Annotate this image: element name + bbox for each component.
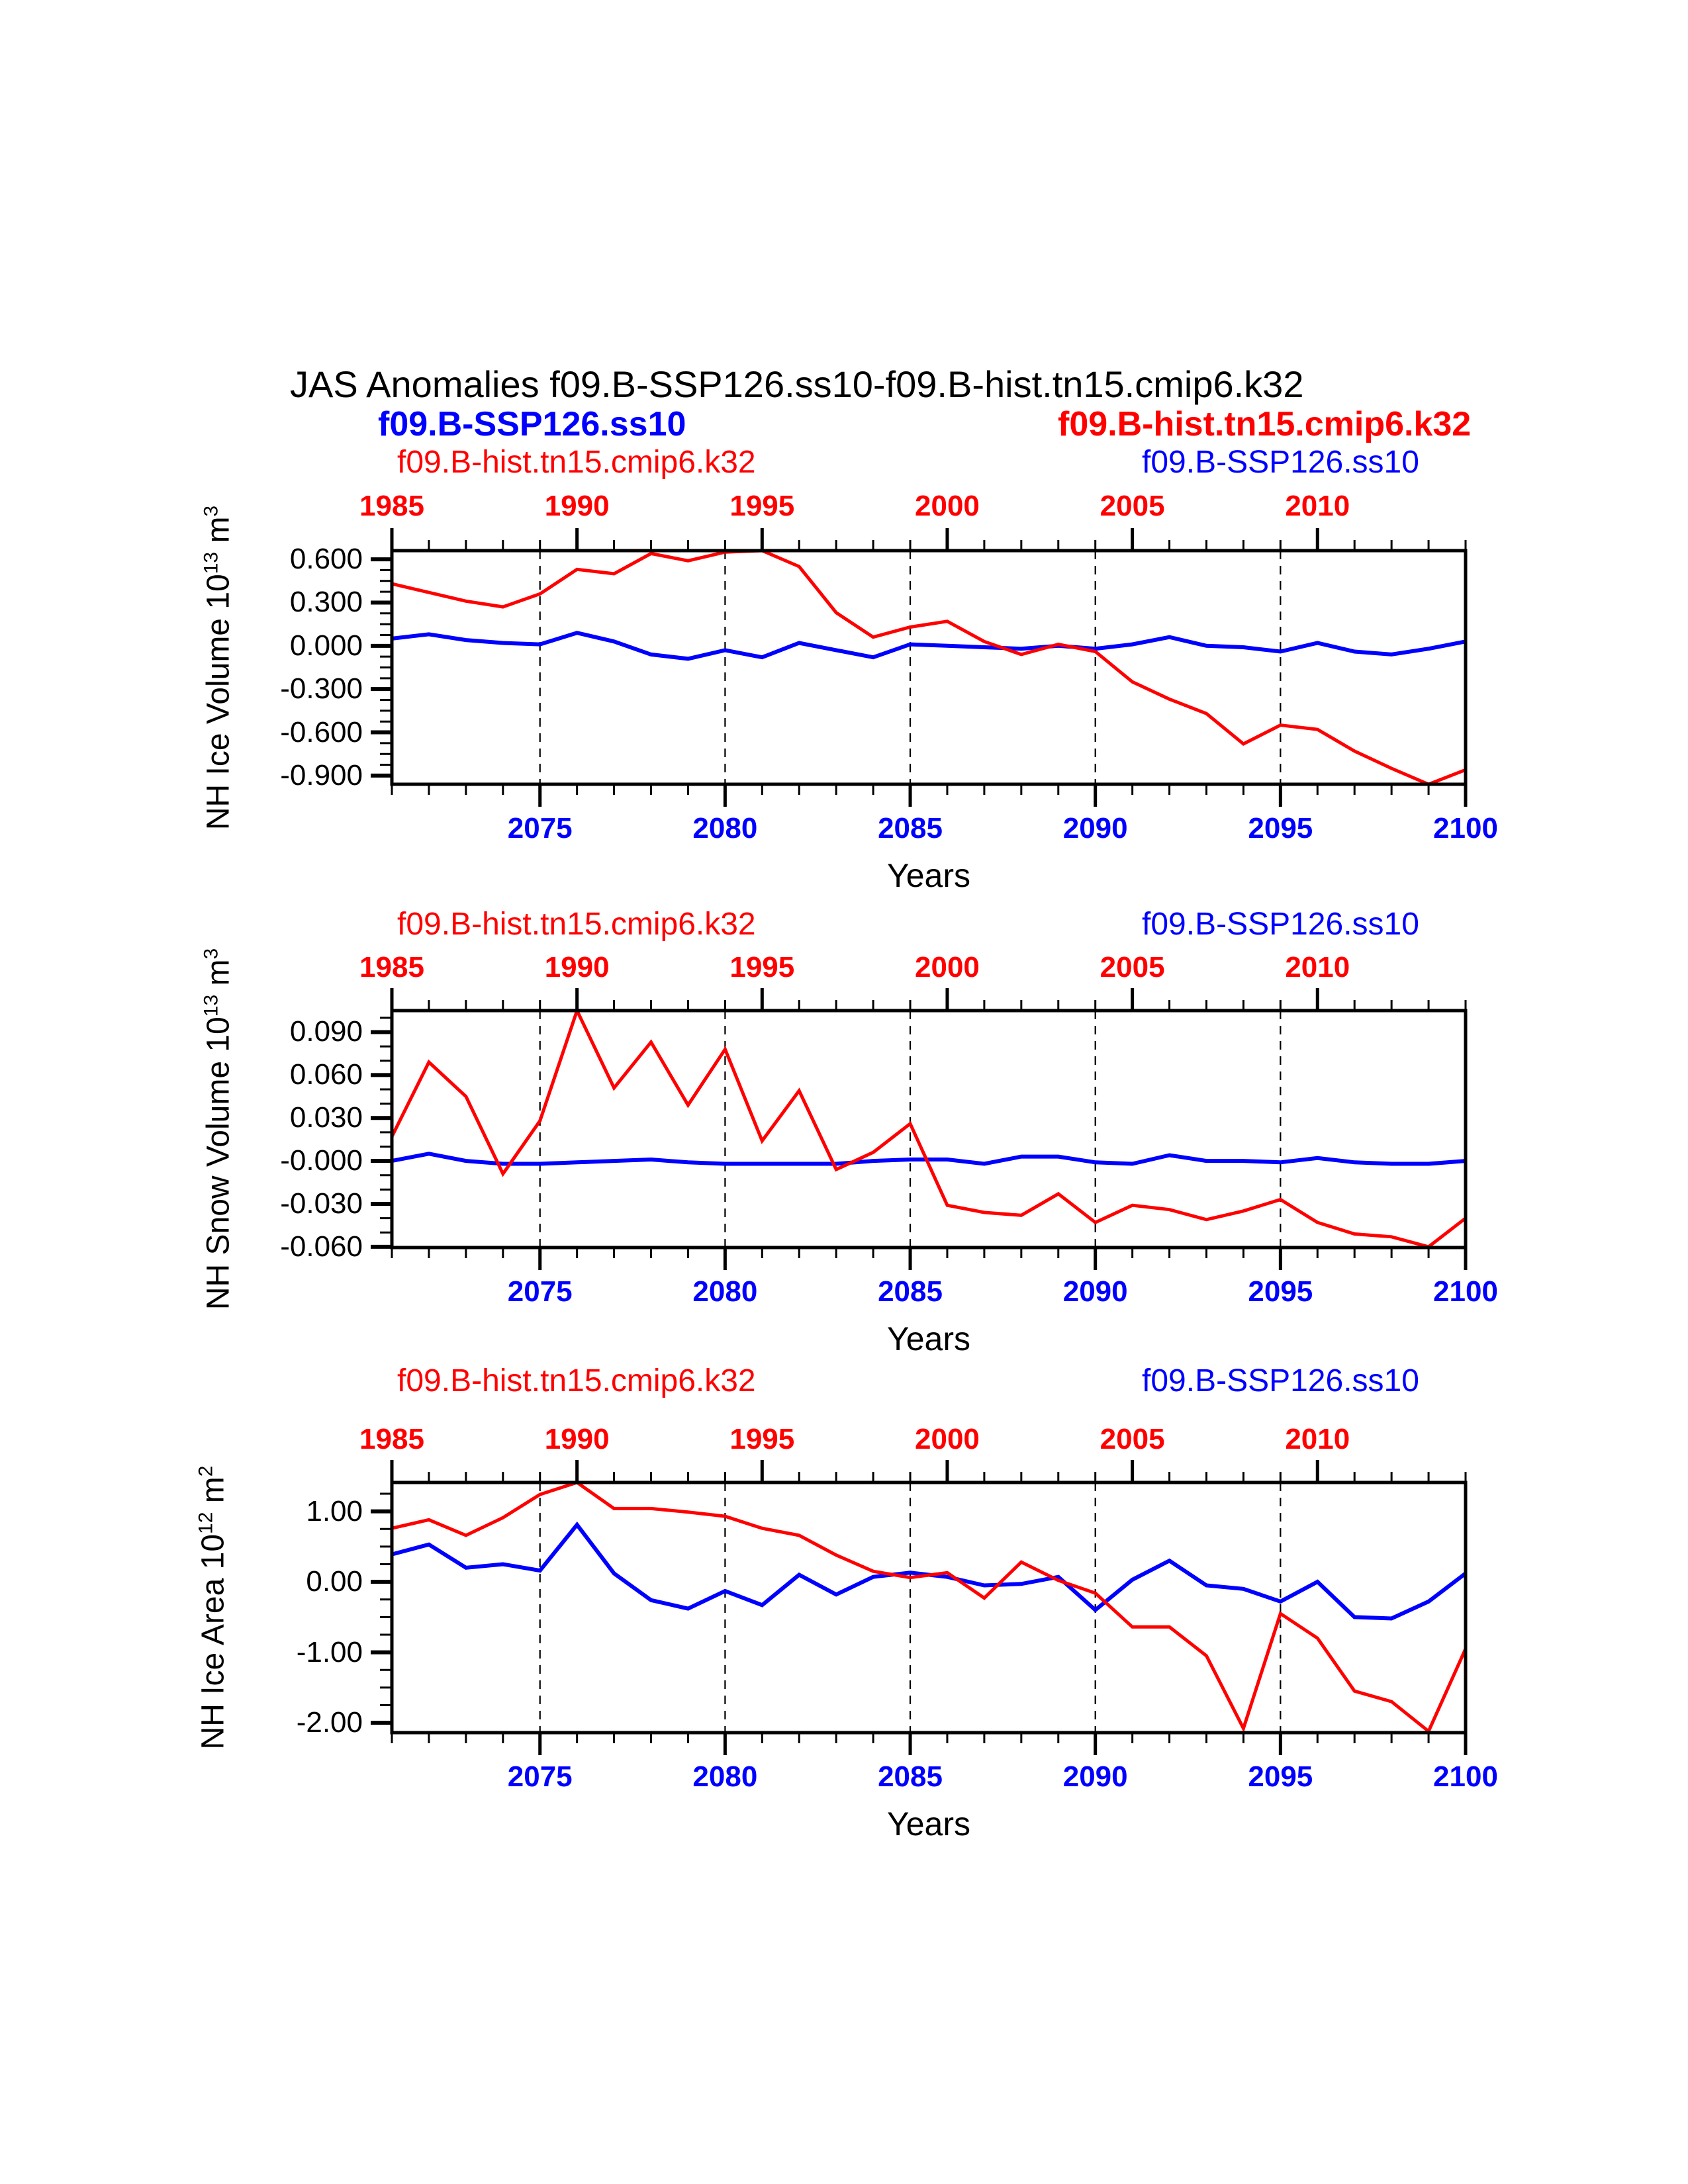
- legend-hist: f09.B-hist.tn15.cmip6.k32: [397, 907, 756, 942]
- top-axis-year-label: 2000: [915, 1423, 980, 1455]
- x-axis-title: Years: [886, 1805, 971, 1843]
- figure-title: JAS Anomalies f09.B-SSP126.ss10-f09.B-hist.tn15.cmip6.k32: [290, 363, 1304, 405]
- y-tick-label: -0.000: [280, 1144, 363, 1177]
- top-axis-year-label: 1990: [544, 490, 610, 522]
- legend-ssp126: f09.B-SSP126.ss10: [1142, 445, 1419, 480]
- bottom-axis-year-label: 2085: [878, 1275, 943, 1308]
- y-tick-label: 0.00: [306, 1565, 363, 1598]
- legend-hist: f09.B-hist.tn15.cmip6.k32: [397, 445, 756, 480]
- y-tick-label: 0.060: [289, 1058, 363, 1091]
- top-axis-year-label: 2005: [1100, 490, 1165, 522]
- top-axis-year-label: 1995: [729, 1423, 795, 1455]
- y-axis-title: NH Ice Area $10^{12}$ $m^2$: [195, 1465, 231, 1750]
- x-axis-title: Years: [886, 1320, 971, 1357]
- top-axis-year-label: 1990: [544, 951, 610, 983]
- bottom-axis-year-label: 2085: [878, 1760, 943, 1793]
- y-tick-label: -2.00: [296, 1706, 363, 1739]
- top-axis-year-label: 2010: [1285, 1423, 1350, 1455]
- top-axis-year-label: 2005: [1100, 951, 1165, 983]
- bottom-axis-year-label: 2095: [1248, 1760, 1313, 1793]
- top-axis-year-label: 2010: [1285, 951, 1350, 983]
- legend-ssp126: f09.B-SSP126.ss10: [1142, 907, 1419, 942]
- y-axis-title: NH Ice Volume $10^{13}$ $m^3$: [200, 505, 236, 830]
- y-tick-label: -0.030: [280, 1187, 363, 1220]
- bottom-axis-year-label: 2095: [1248, 1275, 1313, 1308]
- bottom-axis-year-label: 2090: [1062, 812, 1128, 844]
- x-axis-title: Years: [886, 857, 971, 894]
- top-axis-year-label: 2005: [1100, 1423, 1165, 1455]
- legend-ssp126: f09.B-SSP126.ss10: [1142, 1363, 1419, 1398]
- top-axis-year-label: 1995: [729, 951, 795, 983]
- top-axis-year-label: 1985: [359, 951, 424, 983]
- bottom-axis-year-label: 2080: [692, 1275, 758, 1308]
- y-axis-title: NH Snow Volume $10^{13}$ $m^3$: [200, 948, 236, 1310]
- ssp126-line: [392, 1525, 1466, 1619]
- bottom-axis-year-label: 2100: [1433, 1760, 1498, 1793]
- plot-frame: [392, 1011, 1466, 1248]
- legend-hist-bold: f09.B-hist.tn15.cmip6.k32: [1058, 405, 1472, 443]
- top-axis-year-label: 1995: [729, 490, 795, 522]
- ice-area-plot: [371, 1460, 1466, 1755]
- plot-frame: [392, 1482, 1466, 1733]
- y-tick-label: 0.600: [289, 543, 363, 576]
- y-tick-label: 1.00: [306, 1494, 363, 1527]
- hist-line: [392, 551, 1466, 784]
- bottom-axis-year-label: 2075: [507, 1275, 573, 1308]
- top-axis-year-label: 2000: [915, 490, 980, 522]
- top-axis-year-label: 2010: [1285, 490, 1350, 522]
- hist-line: [392, 1482, 1466, 1731]
- bottom-axis-year-label: 2085: [878, 812, 943, 844]
- top-axis-year-label: 2000: [915, 951, 980, 983]
- bottom-axis-year-label: 2075: [507, 1760, 573, 1793]
- bottom-axis-year-label: 2080: [692, 812, 758, 844]
- y-tick-label: -0.600: [280, 715, 363, 749]
- y-tick-label: -0.300: [280, 672, 363, 705]
- y-tick-label: -0.900: [280, 758, 363, 792]
- top-axis-year-label: 1985: [359, 490, 424, 522]
- y-tick-label: 0.000: [289, 629, 363, 662]
- bottom-axis-year-label: 2100: [1433, 812, 1498, 844]
- y-tick-label: -1.00: [296, 1635, 363, 1668]
- top-axis-year-label: 1985: [359, 1423, 424, 1455]
- snow-volume-plot: [371, 988, 1466, 1270]
- bottom-axis-year-label: 2080: [692, 1760, 758, 1793]
- ssp126-line: [392, 633, 1466, 659]
- y-tick-label: 0.090: [289, 1015, 363, 1048]
- hist-line: [392, 1011, 1466, 1247]
- legend-ssp126-bold: f09.B-SSP126.ss10: [378, 405, 686, 443]
- ice-volume-plot: [371, 528, 1466, 807]
- top-axis-year-label: 1990: [544, 1423, 610, 1455]
- bottom-axis-year-label: 2090: [1062, 1760, 1128, 1793]
- bottom-axis-year-label: 2095: [1248, 812, 1313, 844]
- legend-hist: f09.B-hist.tn15.cmip6.k32: [397, 1363, 756, 1398]
- bottom-axis-year-label: 2075: [507, 812, 573, 844]
- y-tick-label: 0.030: [289, 1101, 363, 1134]
- bottom-axis-year-label: 2100: [1433, 1275, 1498, 1308]
- bottom-axis-year-label: 2090: [1062, 1275, 1128, 1308]
- y-tick-label: -0.060: [280, 1230, 363, 1263]
- y-tick-label: 0.300: [289, 586, 363, 619]
